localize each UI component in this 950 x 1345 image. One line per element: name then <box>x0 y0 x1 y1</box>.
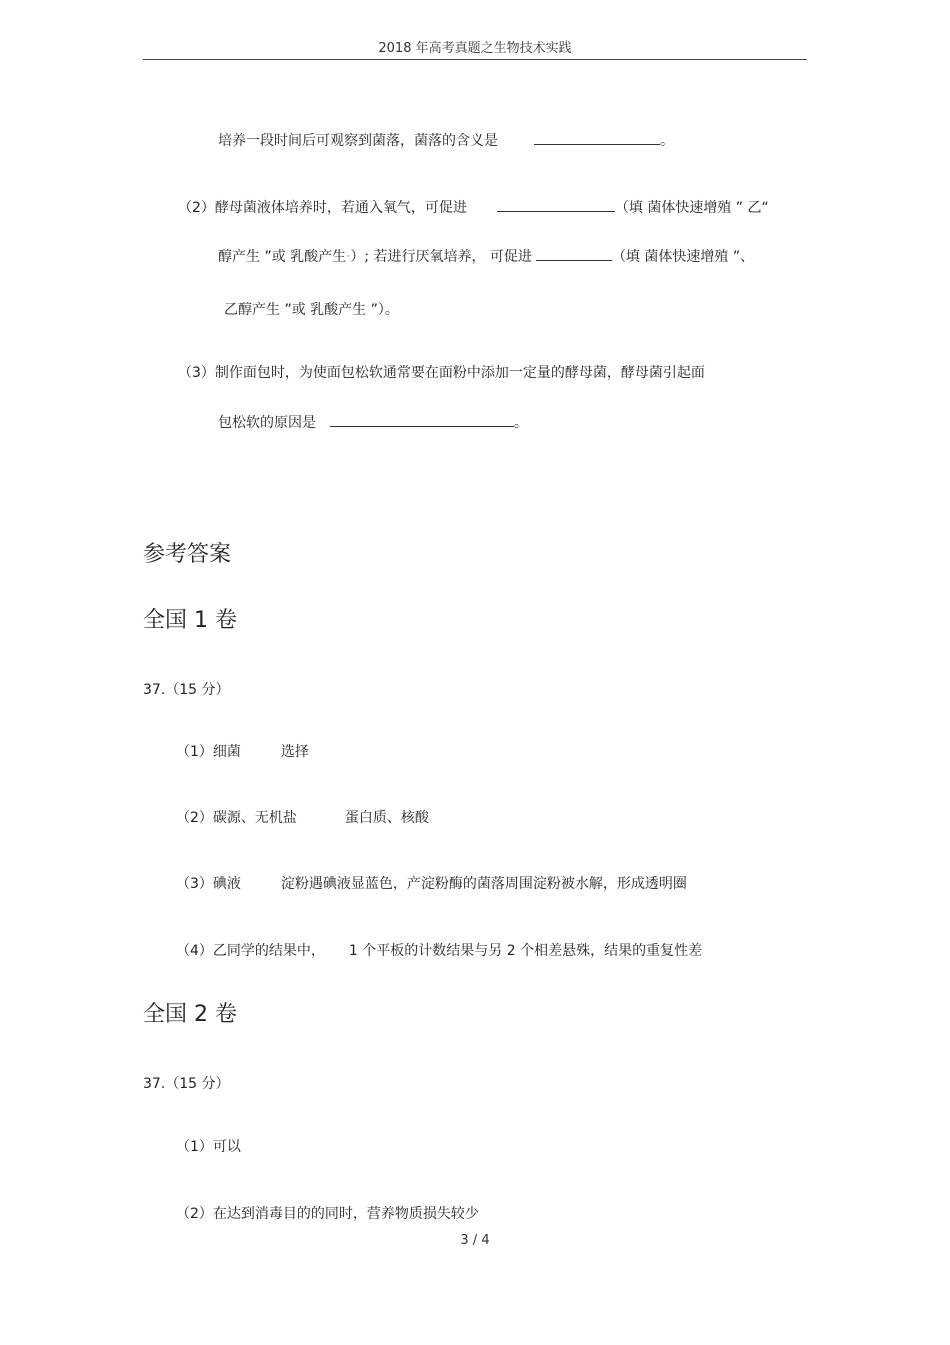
vol1-question-number: 37.（15 分） <box>143 682 230 698</box>
question-text: （填 菌体快速增殖 ” 乙“ <box>614 200 769 216</box>
question-text: 培养一段时间后可观察到菌落，菌落的含义是 <box>218 133 498 149</box>
answer-label: （4）乙同学的结果中， <box>176 943 325 959</box>
question-mark: ” <box>346 254 351 263</box>
vol1-answer-4 <box>176 942 702 960</box>
vol1-title: 全国 1 卷 <box>143 608 237 633</box>
question-part2-line3: 乙醇产生 ”或 乳酸产生 ”）。 <box>224 302 399 318</box>
question-text: 包松软的原因是 <box>218 415 316 431</box>
question-part2-line1 <box>178 199 769 217</box>
answer-text: 淀粉遇碘液显蓝色，产淀粉酶的菌落周围淀粉被水解，形成透明圈 <box>280 876 687 892</box>
question-text: 醇产生 ”或 乳酸产生 <box>218 249 347 265</box>
question-text: （2）酵母菌液体培养时，若通入氧气，可促进 <box>178 200 467 216</box>
vol2-title: 全国 2 卷 <box>143 1002 237 1027</box>
answer-text: 1 个平板的计数结果与另 2 个相差悬殊，结果的重复性差 <box>348 943 703 959</box>
header-rule <box>143 59 807 60</box>
answer-blank <box>330 414 514 427</box>
question-line-colony <box>218 132 674 150</box>
question-end: 。 <box>514 415 528 431</box>
answer-text: 蛋白质、核酸 <box>344 810 429 826</box>
vol2-answer-1: （1）可以 <box>176 1139 241 1155</box>
vol2-answer-2: （2）在达到消毒目的的同时，营养物质损失较少 <box>176 1206 479 1222</box>
question-end: 。 <box>660 133 674 149</box>
answer-text: 选择 <box>280 744 309 760</box>
vol1-answer-1 <box>176 743 309 761</box>
page-header: 2018 年高考真题之生物技术实践 <box>378 41 572 56</box>
answer-label: （1）细菌 <box>176 744 241 760</box>
vol1-answer-2 <box>176 809 429 827</box>
vol1-answer-3 <box>176 875 687 893</box>
answer-label: （2）碳源、无机盐 <box>176 810 297 826</box>
question-part2-line2 <box>218 248 754 268</box>
question-text: （填 菌体快速增殖 ”、 <box>611 249 755 265</box>
answer-blank <box>534 132 660 145</box>
question-part3-line1: （3）制作面包时，为使面包松软通常要在面粉中添加一定量的酵母菌，酵母菌引起面 <box>178 365 705 381</box>
answer-blank <box>536 248 612 261</box>
answer-label: （3）碘液 <box>176 876 241 892</box>
answer-blank <box>497 199 615 212</box>
page-number: 3 / 4 <box>460 1233 490 1248</box>
vol2-question-number: 37.（15 分） <box>143 1076 230 1092</box>
answers-heading: 参考答案 <box>143 542 232 567</box>
question-part3-line2 <box>218 414 528 432</box>
question-text: ）; 若进行厌氧培养， 可促进 <box>350 249 532 265</box>
